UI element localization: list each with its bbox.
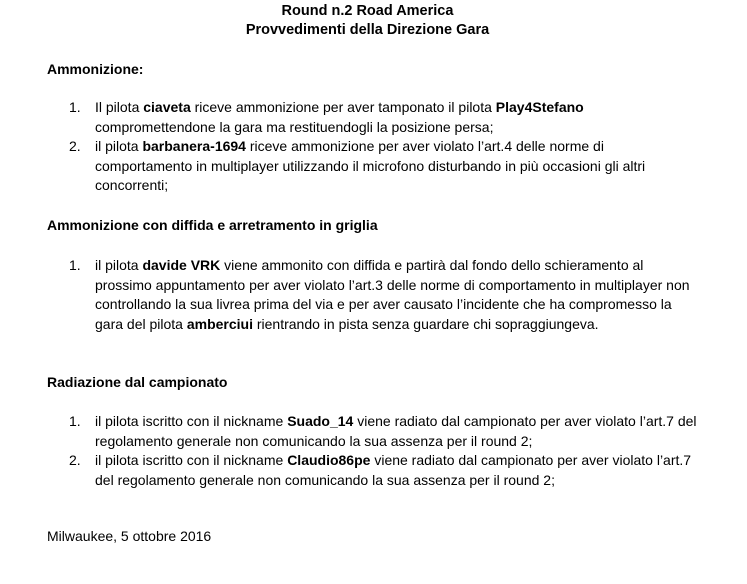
diffida-list	[47, 256, 697, 334]
section-heading-ammonizione: Ammonizione:	[47, 61, 144, 77]
list-number: 1.	[69, 413, 81, 429]
item-text: viene radiato dal campionato per aver violato l’art.7 del regolamento generale non comunicando la sua assenza per il round 2;	[95, 452, 692, 488]
item-text: il pilota	[95, 138, 143, 154]
item-text: il pilota	[95, 257, 143, 273]
title-block	[0, 2, 735, 40]
item-text: il pilota iscritto con il nickname	[95, 413, 288, 429]
list-item	[47, 137, 697, 196]
document-subtitle: Provvedimenti della Direzione Gara	[245, 22, 490, 38]
item-text: viene ammonito con diffida e partirà dal fondo dello schieramento al prossimo appuntamento per aver violato l’art.3 delle norme di comportamento in multiplayer non controllando la sua livrea prima del via e per aver causato l’incidente che ha compromesso la gara del pilota	[95, 257, 690, 332]
driver-name: Suado_14	[287, 413, 354, 429]
driver-name: ciaveta	[143, 99, 191, 115]
driver-name: amberciui	[186, 315, 253, 332]
section-heading-radiazione: Radiazione dal campionato	[47, 374, 228, 390]
list-number: 1.	[69, 257, 81, 273]
item-text: riceve ammonizione per aver violato l’art.4 delle norme di comportamento in multiplayer utilizzando il microfono disturbando in più occasioni gli altri concorrenti;	[95, 138, 646, 193]
list-item	[47, 451, 697, 490]
list-number: 2.	[69, 138, 81, 154]
document-title: Round n.2 Road America	[281, 3, 454, 19]
list-number: 1.	[69, 99, 81, 115]
driver-name: davide VRK	[142, 257, 221, 273]
driver-name: Play4Stefano	[495, 99, 584, 115]
ammonizione-list	[47, 98, 697, 196]
item-text: il pilota iscritto con il nickname	[95, 452, 288, 468]
list-item	[47, 256, 697, 334]
item-text: riceve ammonizione per aver tamponato il pilota	[190, 99, 496, 115]
item-text: Il pilota	[95, 99, 144, 115]
list-item	[47, 98, 697, 137]
place-date: Milwaukee, 5 ottobre 2016	[47, 528, 212, 544]
radiazione-list	[47, 412, 697, 490]
item-text: rientrando in pista senza guardare chi sopraggiungeva.	[252, 315, 599, 332]
driver-name: Claudio86pe	[287, 452, 371, 468]
item-text: viene radiato dal campionato per aver violato l’art.7 del regolamento generale non comunicando la sua assenza per il round 2;	[95, 413, 697, 449]
item-text: compromettendone la gara ma restituendogli la posizione persa;	[95, 118, 494, 135]
driver-name: barbanera-1694	[142, 138, 246, 154]
list-item	[47, 412, 697, 451]
section-heading-diffida: Ammonizione con diffida e arretramento in griglia	[47, 217, 378, 233]
list-number: 2.	[69, 452, 81, 468]
